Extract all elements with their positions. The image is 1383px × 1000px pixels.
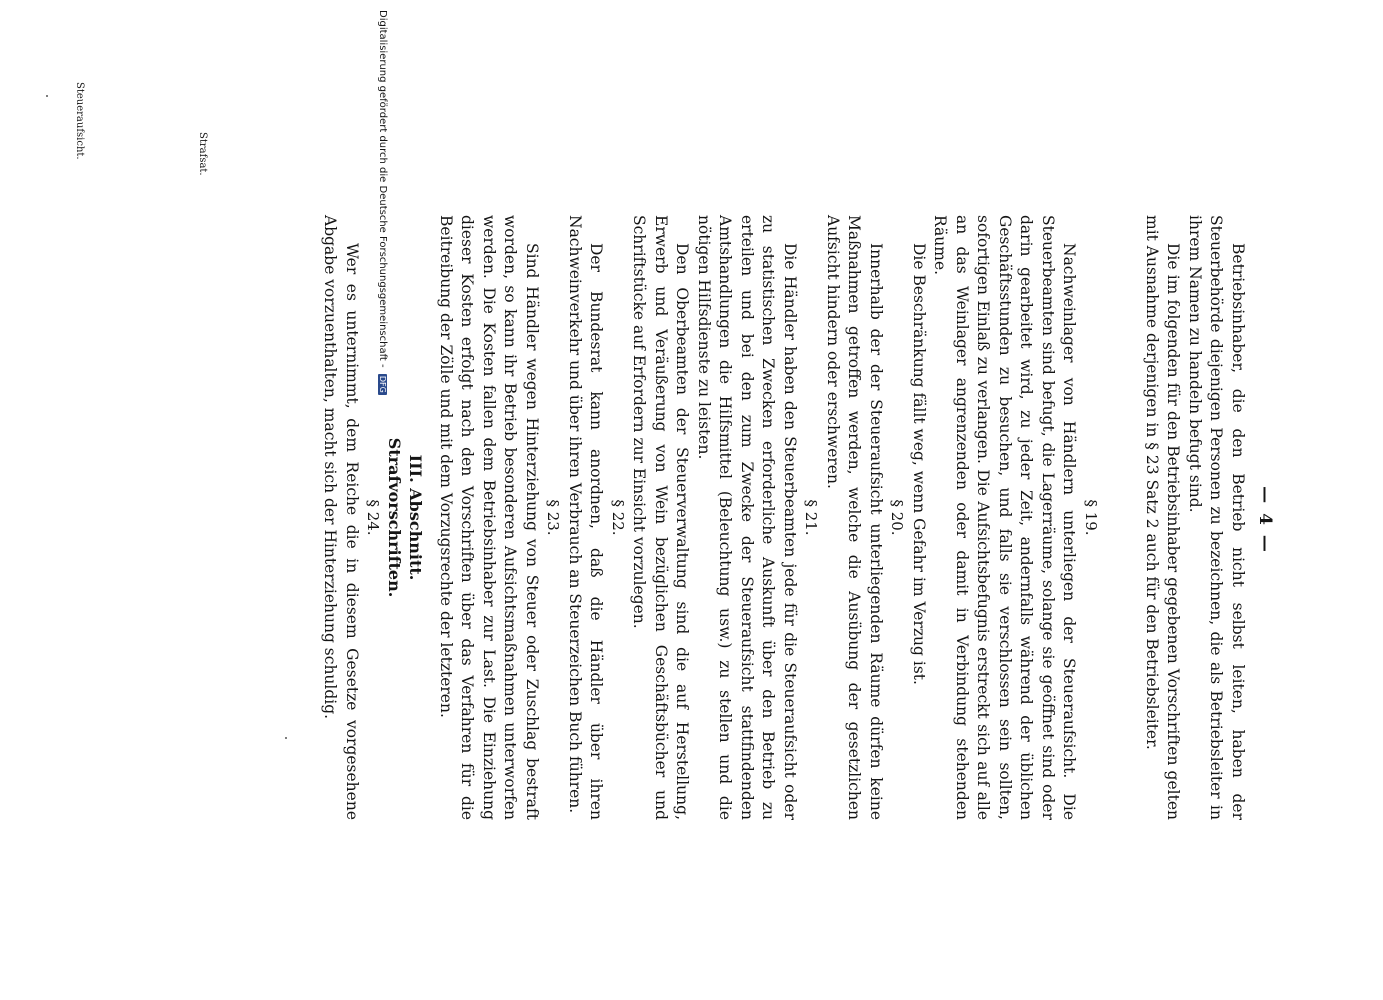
main-text-body bbox=[319, 215, 1101, 820]
section-heading-23: § 23. bbox=[544, 499, 563, 536]
paragraph-massnahmen: Innerhalb der der Steueraufsicht unterliegenden Räume dürfen keine Maßnahmen getroffen werden, welche die Ausübung der gesetzlichen Aufsicht hindern oder erschweren. bbox=[824, 215, 885, 820]
margin-note-strafsat: Strafsat. bbox=[197, 132, 208, 176]
paragraph-oberbeamten: Den Oberbeamten der Steuerverwaltung sind die auf Herstellung, Erwerb und Veräußerung von Wein bezüglichen Geschäftsbücher und Schriftstücke auf Erfordern zur Einsicht vorzulegen. bbox=[630, 215, 692, 820]
margin-note-steueraufsicht: Steueraufsicht. bbox=[74, 82, 85, 160]
speck-mark bbox=[285, 737, 287, 739]
main-text-top bbox=[1141, 215, 1249, 820]
paragraph-hinterziehung-bestraft: Sind Händler wegen Hinterziehung von Steuer oder Zuschlag bestraft worden, so kann ihr Betrieb besonderen Aufsichtsmaßnahmen unterworfen werden. Die Kosten fallen dem Betriebsinhaber zur Last. Die Einziehung dieser Kosten erfolgt nach den Vorschriften über das Verfahren für die Beitreibung der Zölle und mit dem Vorzugsrechte der letzteren. bbox=[437, 215, 541, 820]
speck-mark bbox=[46, 95, 48, 97]
page-number: — 4 — bbox=[1255, 486, 1275, 554]
paragraph-bundesrat: Der Bundesrat kann anordnen, daß die Händler über ihren Nachweinverkehr und über ihren Verbrauch an Steuerzeichen Buch führen. bbox=[566, 215, 606, 820]
paragraph-nachweinlager: Nachweinlager von Händlern unterliegen der Steueraufsicht. Die Steuerbeamten sind befugt, die Lagerräume, solange sie geöffnet sind oder darin gearbeitet wird, zu jeder Zeit, andernfalls während der üblichen Geschäftsstunden zu besuchen, und falls sie verschlossen sein sollten, sofortigen Einlaß zu verlangen. Die Aufsichtsbefugnis erstreckt sich auf alle an das Weinlager angrenzenden oder damit in Verbindung stehenden Räume. bbox=[931, 215, 1079, 820]
chapter-heading: III. Abschnitt. bbox=[406, 454, 426, 581]
footer-credit: Digitalisierung gefördert durch die Deutsche Forschungsgemeinschaft - bbox=[377, 10, 388, 368]
paragraph-beschraenkung: Die Beschränkung fällt weg, wenn Gefahr im Verzug ist. bbox=[910, 243, 928, 685]
section-heading-24: § 24. bbox=[364, 499, 383, 536]
section-heading-19: § 19. bbox=[1082, 499, 1100, 536]
paragraph-ausnahme: Die im folgenden für den Betriebsinhaber gegebenen Vorschriften gelten mit Ausnahme derjenigen in § 23 Satz 2 auch für den Betriebsleiter. bbox=[1143, 215, 1183, 820]
chapter-subtitle: Strafvorschriften. bbox=[385, 437, 404, 598]
paragraph-betriebsleiter: Betriebsinhaber, die den Betrieb nicht selbst leiten, haben der Steuerbehörde diejenigen Personen zu bezeichnen, die als Betriebsleiter in ihrem Namen zu handeln befugt sind. bbox=[1186, 215, 1247, 820]
paragraph-auskunft: Die Händler haben den Steuerbeamten jede für die Steueraufsicht oder zu statistischen Zwecken erforderliche Auskunft über den Betrieb zu erteilen und bei den zum Zwecke der Steueraufsicht stattfindenden Amtshandlungen die Hilfsmittel (Beleuchtung usw.) zu stellen und die nötigen Hilfsdienste zu leisten. bbox=[695, 215, 799, 820]
footer-bar bbox=[372, 10, 388, 393]
section-heading-21: § 21. bbox=[802, 499, 821, 536]
paragraph-wer-es-unternimmt: Wer es unternimmt, dem Reiche die in diesem Gesetze vorgesehene Abgabe vorzuenthalten, macht sich der Hinterziehung schuldig. bbox=[321, 215, 361, 820]
dfg-logo-icon: DFG bbox=[378, 375, 387, 393]
section-heading-20: § 20. bbox=[888, 499, 907, 536]
section-heading-22: § 22. bbox=[609, 499, 627, 536]
